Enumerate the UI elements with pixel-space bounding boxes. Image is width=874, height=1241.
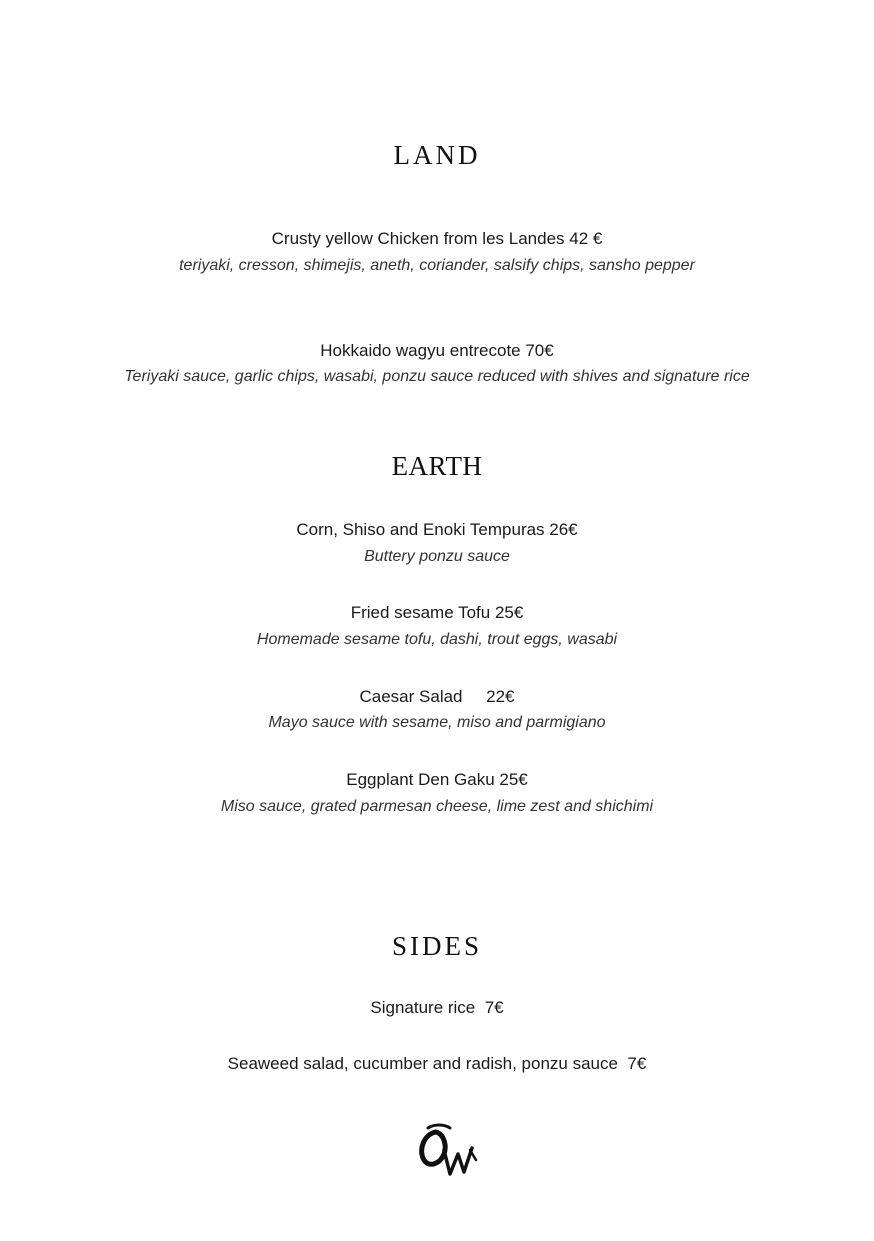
menu-item-description: Homemade sesame tofu, dashi, trout eggs, wasabi: [256, 631, 618, 648]
section-title-sides: SIDES: [391, 931, 482, 961]
menu-item-description: Mayo sauce with sesame, miso and parmigiano: [268, 714, 606, 731]
menu-item-description: Teriyaki sauce, garlic chips, wasabi, ponzu sauce reduced with shives and signature rice: [124, 368, 750, 385]
menu-item-name: Seaweed salad, cucumber and radish, ponzu sauce 7€: [227, 1054, 647, 1073]
menu-item-name: Eggplant Den Gaku 25€: [346, 770, 528, 789]
menu-item-description: Miso sauce, grated parmesan cheese, lime zest and shichimi: [220, 798, 654, 815]
menu-item-name: Signature rice 7€: [370, 998, 504, 1017]
menu-item-name: Corn, Shiso and Enoki Tempuras 26€: [296, 520, 578, 539]
menu-item-description: Buttery ponzu sauce: [364, 548, 510, 565]
section-title-land: LAND: [393, 140, 481, 170]
section-title-earth: EARTH: [391, 451, 483, 481]
menu-item-name: Hokkaido wagyu entrecote 70€: [320, 341, 554, 360]
menu-item-description: teriyaki, cresson, shimejis, aneth, coriander, salsify chips, sansho pepper: [179, 257, 695, 274]
menu-item-name: Crusty yellow Chicken from les Landes 42 €: [271, 229, 603, 248]
menu-item-name: Fried sesame Tofu 25€: [350, 603, 524, 622]
brush-monogram-logo-icon: [414, 1120, 484, 1184]
menu-item-name: Caesar Salad 22€: [359, 687, 515, 706]
